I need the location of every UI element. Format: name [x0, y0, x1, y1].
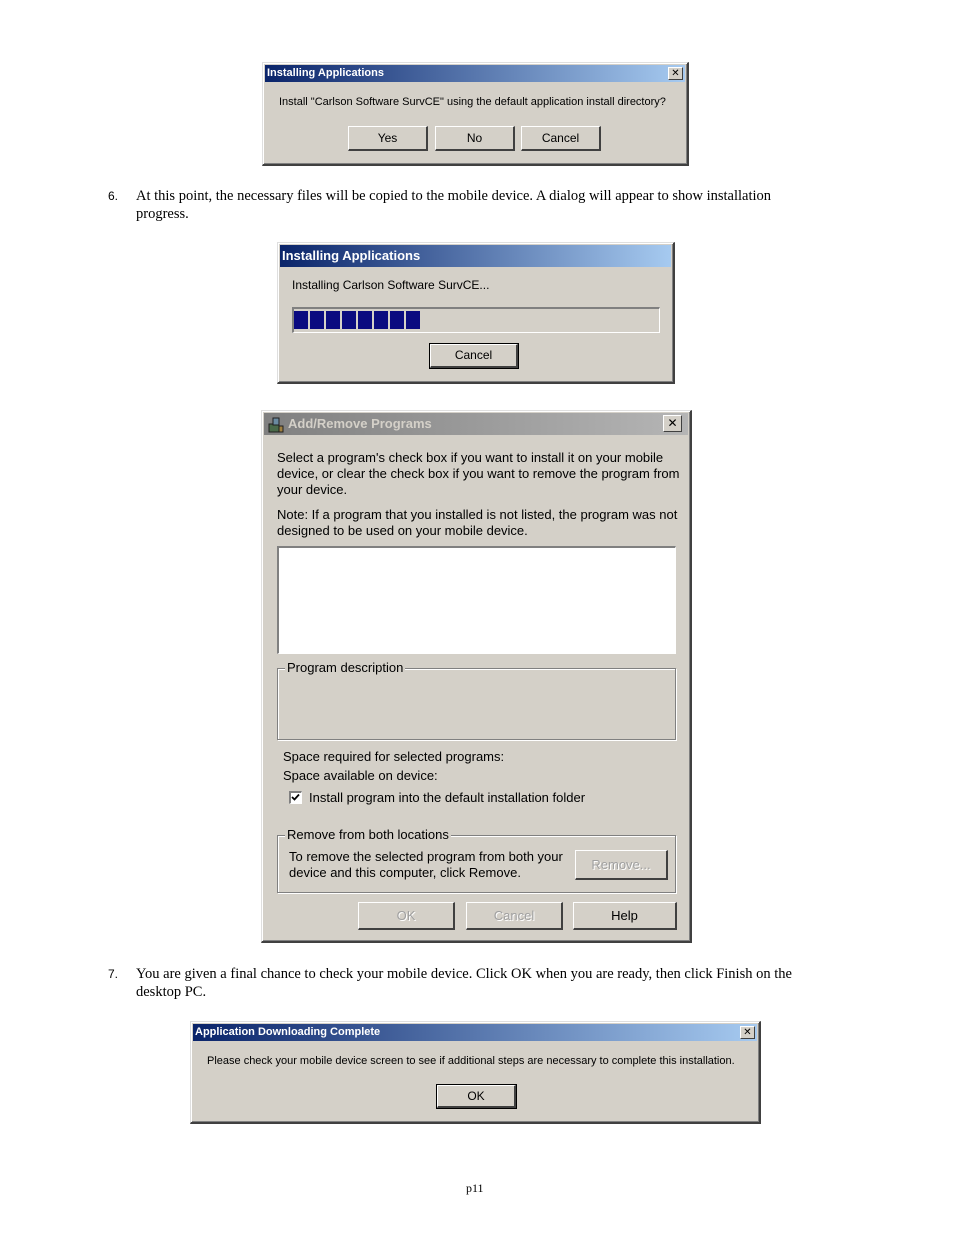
- program-list[interactable]: [277, 546, 676, 654]
- step-7-text-line1: You are given a final chance to check your mobile device. Click OK when you are ready, then click Finish on the: [136, 966, 792, 982]
- add-remove-note-line1: Note: If a program that you installed is not listed, the program was not: [277, 507, 678, 522]
- install-progress-titlebar: [280, 245, 671, 267]
- step-7-number: 7.: [108, 967, 119, 981]
- program-description-group: [277, 668, 676, 740]
- install-confirm-title: Installing Applications: [267, 67, 384, 79]
- close-icon[interactable]: ✕: [663, 415, 682, 432]
- add-remove-cancel-button[interactable]: Cancel: [466, 902, 563, 930]
- install-progress-title: Installing Applications: [282, 248, 421, 263]
- remove-button[interactable]: Remove...: [575, 850, 668, 880]
- progress-segment: [342, 311, 356, 329]
- close-icon[interactable]: ✕: [668, 67, 683, 80]
- progress-bar: [292, 307, 660, 333]
- progress-segment: [390, 311, 404, 329]
- download-complete-titlebar: [193, 1024, 757, 1041]
- remove-group-label: Remove from both locations: [287, 827, 449, 842]
- progress-segment: [326, 311, 340, 329]
- install-confirm-titlebar: [265, 65, 685, 82]
- download-complete-message: Please check your mobile device screen to see if additional steps are necessary to complete this installation.: [207, 1055, 735, 1067]
- add-remove-intro-line3: your device.: [277, 482, 348, 497]
- step-6-text-line2: progress.: [136, 206, 189, 222]
- add-remove-title: Add/Remove Programs: [288, 416, 432, 431]
- add-remove-note-line2: designed to be used on your mobile device.: [277, 523, 528, 538]
- install-progress-status: Installing Carlson Software SurvCE...: [292, 278, 490, 292]
- step-6-text-line1: At this point, the necessary files will be copied to the mobile device. A dialog will appear to show installation: [136, 188, 772, 204]
- install-confirm-dialog: [262, 62, 689, 166]
- install-default-checkbox-label[interactable]: Install program into the default installation folder: [309, 790, 586, 805]
- space-required-label: Space required for selected programs:: [283, 749, 505, 764]
- add-remove-titlebar: [264, 413, 688, 435]
- step-6-number: 6.: [108, 189, 119, 203]
- add-remove-programs-icon: [267, 416, 285, 434]
- remove-text-line1: To remove the selected program from both your: [289, 849, 563, 864]
- install-progress-dialog: [277, 242, 675, 384]
- cancel-button[interactable]: Cancel: [521, 126, 601, 151]
- progress-segment: [406, 311, 420, 329]
- download-complete-dialog: [190, 1021, 761, 1124]
- install-default-checkbox[interactable]: [289, 791, 302, 804]
- page-number: p11: [466, 1181, 484, 1195]
- add-remove-intro-line1: Select a program's check box if you want to install it on your mobile: [277, 450, 664, 465]
- ok-button[interactable]: OK: [358, 902, 455, 930]
- step-7-text-line2: desktop PC.: [136, 984, 207, 1000]
- add-remove-intro-line2: device, or clear the check box if you want to remove the program from: [277, 466, 680, 481]
- yes-button[interactable]: Yes: [348, 126, 428, 151]
- space-available-label: Space available on device:: [283, 768, 438, 783]
- close-icon[interactable]: ✕: [740, 1026, 755, 1039]
- download-ok-button[interactable]: OK: [437, 1085, 516, 1108]
- install-confirm-message: Install "Carlson Software SurvCE" using the default application install directory?: [279, 96, 666, 108]
- add-remove-programs-dialog: [261, 410, 692, 943]
- no-button[interactable]: No: [435, 126, 515, 151]
- progress-segment: [374, 311, 388, 329]
- help-button[interactable]: Help: [573, 902, 677, 930]
- checkmark-icon: [291, 793, 300, 802]
- progress-segment: [310, 311, 324, 329]
- progress-cancel-button[interactable]: Cancel: [430, 344, 518, 368]
- download-complete-title: Application Downloading Complete: [195, 1026, 381, 1038]
- progress-segment: [294, 311, 308, 329]
- remove-text-line2: device and this computer, click Remove.: [289, 865, 521, 880]
- program-description-label: Program description: [287, 660, 404, 675]
- progress-segment: [358, 311, 372, 329]
